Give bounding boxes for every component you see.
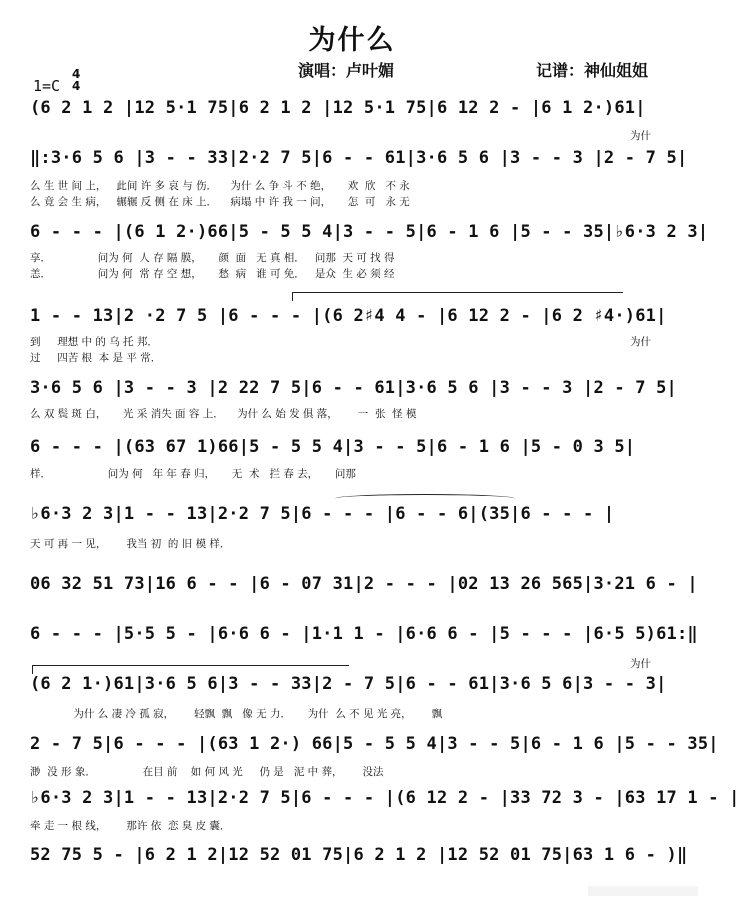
time-signature	[72, 68, 80, 92]
lyric-verse-1: 享． 问为 何 人 存 隔 膜， 颜 面 无 真 相． 问那 天 可 找 得	[30, 252, 395, 264]
volta-bracket-2	[32, 665, 349, 674]
transcriber-credit: 记谱：神仙姐姐	[536, 61, 649, 80]
key-signature: 1=C	[33, 77, 61, 95]
time-signature-bottom: 4	[72, 79, 81, 93]
volta-bracket-1	[292, 292, 623, 301]
notation-line: ♭6·3 2 3|1 - - 13|2·2 7 5|6 - - - |6 - - 6|(35|6 - - - |	[30, 504, 615, 524]
notation-line: 2 - 7 5|6 - - - |(63 1 2·) 66|5 - 5 5 4|3 - - 5|6 - 1 6 |5 - - 35|	[30, 734, 719, 754]
notation-line: 1 - - 13|2 ·2 7 5 |6 - - - |(6 2♯4 4 - |6 12 2 - |6 2 ♯4·)61|	[30, 306, 667, 326]
footer-strip	[588, 886, 698, 896]
lead-in-lyric: 为什	[630, 336, 651, 348]
lyric-verse-1: 么 双 鬓 斑 白， 光 采 消失 面 容 上． 为什 么 始 发 俱 落， 一 张 怪 模	[30, 408, 417, 420]
lyric-verse-2: 么 竟 会 生 病， 辗辗 反 侧 在 床 上． 病塌 中 许 我 一 问， 怎 可 永 无	[30, 196, 410, 208]
lyric-verse-1: 样． 问为 何 年 年 春 归， 无 术 拦 春 去， 问那	[30, 468, 356, 480]
lyric-verse-1: 天 可 再 一 见， 我当 初 的 旧 模 样．	[30, 538, 231, 550]
lead-in-lyric: 为什	[630, 658, 651, 670]
notation-line: 6 - - - |5·5 5 - |6·6 6 - |1·1 1 - |6·6 6 - |5 - - - |6·5 5)61:‖	[30, 624, 698, 644]
lyric-verse-1: 到 理想 中 的 乌 托 邦．	[30, 336, 158, 348]
song-title: 为什么	[308, 25, 396, 56]
notation-line: (6 2 1 2 |12 5·1 75|6 2 1 2 |12 5·1 75|6 12 2 - |6 1 2·)61|	[30, 98, 646, 118]
lyric-verse-2: 过 四苦 根 本 是 平 常．	[30, 352, 162, 364]
lyric-verse-1: 渺 没 形 象． 在目 前 如 何 风 光 仍 是 泥 中 葬， 没法	[30, 766, 384, 778]
singer-credit: 演唱：卢叶媚	[298, 61, 395, 80]
lyric-verse-2: 恙． 问为 何 常 存 空 想， 愁 病 谁 可 免． 是众 生 必 须 经	[30, 268, 395, 280]
lyric-verse-1: 为什 么 凄 冷 孤 寂， 轻飘 飘 像 无 力． 为什 么 不 见 光 亮， 飘	[30, 708, 443, 720]
lead-in-lyric: 为什	[630, 130, 651, 142]
notation-line: ♭6·3 2 3|1 - - 13|2·2 7 5|6 - - - |(6 12 2 - |33 72 3 - |63 17 1 - |	[30, 788, 740, 808]
notation-line: (6 2 1·)61|3·6 5 6|3 - - 33|2 - 7 5|6 - - 61|3·6 5 6|3 - - 3|	[30, 674, 667, 694]
time-signature-top: 4	[72, 67, 81, 81]
lyric-verse-1: 么 生 世 间 上， 此间 许 多 哀 与 伤． 为什 么 争 斗 不 绝， 欢 欣 不 永	[30, 180, 410, 192]
notation-line: ‖:3·6 5 6 |3 - - 33|2·2 7 5|6 - - 61|3·6 5 6 |3 - - 3 |2 - 7 5|	[30, 148, 688, 168]
notation-line: 52 75 5 - |6 2 1 2|12 52 01 75|6 2 1 2 |12 52 01 75|63 1 6 - )‖	[30, 845, 688, 865]
tie-arc	[335, 494, 515, 503]
notation-line: 3·6 5 6 |3 - - 3 |2 22 7 5|6 - - 61|3·6 5 6 |3 - - 3 |2 - 7 5|	[30, 378, 677, 398]
notation-line: 6 - - - |(6 1 2·)66|5 - 5 5 4|3 - - 5|6 - 1 6 |5 - - 35|♭6·3 2 3|	[30, 222, 709, 242]
notation-line: 06 32 51 73|16 6 - - |6 - 07 31|2 - - - |02 13 26 565|3·21 6 - |	[30, 574, 698, 594]
lyric-verse-1: 牵 走 一 根 线， 那许 依 恋 臭 皮 囊．	[30, 820, 231, 832]
notation-line: 6 - - - |(63 67 1)66|5 - 5 5 4|3 - - 5|6 - 1 6 |5 - 0 3 5|	[30, 437, 636, 457]
